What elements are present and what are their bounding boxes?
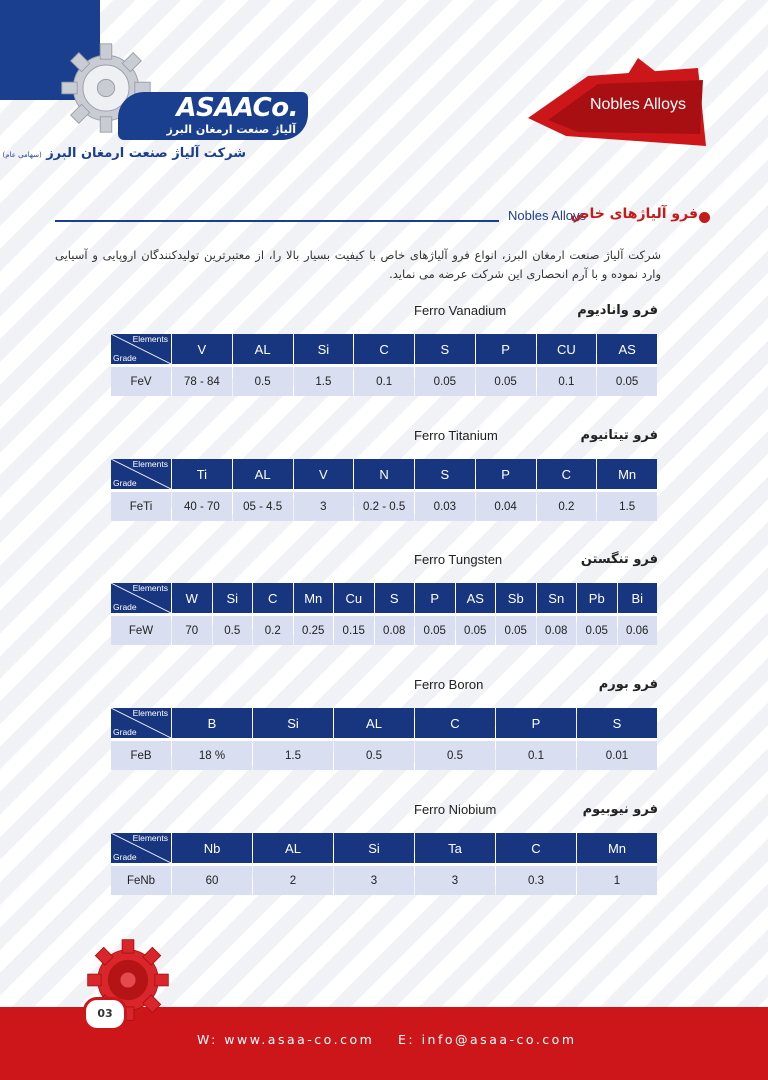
element-header: Si [213, 583, 253, 613]
footer-email[interactable]: E: info@asaa-co.com [398, 1032, 577, 1047]
value-cell: 0.05 [577, 613, 617, 645]
element-header: Si [253, 708, 333, 738]
elements-grade-header [111, 833, 171, 863]
element-header: W [172, 583, 212, 613]
value-cell: 0.05 [415, 613, 455, 645]
value-cell: 0.05 [476, 364, 536, 396]
grade-cell: FeTi [111, 489, 171, 521]
value-cell: 0.1 [496, 738, 576, 770]
alloy-spec-table [110, 708, 658, 770]
section-title-en: Nobles Alloys [508, 208, 587, 223]
alloy-name-en: Ferro Boron [414, 677, 484, 692]
element-header: V [294, 459, 354, 489]
value-cell: 3 [334, 863, 414, 895]
element-header: Sb [496, 583, 536, 613]
value-cell: 3 [415, 863, 495, 895]
element-header: Ti [172, 459, 232, 489]
page-number: 03 [83, 997, 127, 1031]
company-type: (سهامی عام) [2, 151, 42, 159]
company-name [3, 146, 246, 161]
element-header: CU [537, 334, 597, 364]
elements-label: Elements [132, 334, 168, 344]
alloy-heading [110, 549, 658, 575]
alloy-spec-table [110, 459, 658, 521]
value-cell: 0.5 [233, 364, 293, 396]
element-header: C [253, 583, 293, 613]
value-cell: 1.5 [253, 738, 333, 770]
alloy-block [110, 425, 658, 521]
element-header: B [172, 708, 252, 738]
value-cell: 60 [172, 863, 252, 895]
element-header: P [496, 708, 576, 738]
value-cell: 0.1 [354, 364, 414, 396]
value-cell: 78 - 84 [172, 364, 232, 396]
alloy-name-fa: فرو نیوبیوم [582, 802, 658, 817]
value-cell: 0.5 [213, 613, 253, 645]
grade-label: Grade [113, 852, 137, 862]
value-cell: 1.5 [294, 364, 354, 396]
elements-label: Elements [132, 459, 168, 469]
value-cell: 0.25 [294, 613, 334, 645]
element-header: S [415, 459, 475, 489]
alloy-name-en: Ferro Niobium [414, 802, 497, 817]
table-header-row [111, 833, 657, 863]
value-cell: 0.04 [476, 489, 536, 521]
alloy-spec-table [110, 583, 658, 645]
element-header: AL [233, 334, 293, 364]
elements-label: Elements [132, 583, 168, 593]
value-cell: 0.06 [618, 613, 658, 645]
value-cell: 0.2 [537, 489, 597, 521]
value-cell: 0.2 [253, 613, 293, 645]
element-header: Bi [618, 583, 658, 613]
grade-cell: FeV [111, 364, 171, 396]
grade-label: Grade [113, 478, 137, 488]
element-header: Cu [334, 583, 374, 613]
grade-cell: FeNb [111, 863, 171, 895]
elements-grade-header [111, 459, 171, 489]
alloy-heading [110, 674, 658, 700]
element-header: Ta [415, 833, 495, 863]
element-header: Mn [294, 583, 334, 613]
elements-grade-header [111, 583, 171, 613]
alloy-name-fa: فرو وانادیوم [577, 303, 658, 318]
alloy-name-en: Ferro Vanadium [414, 303, 507, 318]
value-cell: 0.5 [415, 738, 495, 770]
element-header: AS [456, 583, 496, 613]
element-header: S [375, 583, 415, 613]
value-cell: 0.05 [415, 364, 475, 396]
element-header: AL [253, 833, 333, 863]
grade-label: Grade [113, 602, 137, 612]
alloy-name-fa: فرو بورم [598, 677, 658, 692]
element-header: Si [334, 833, 414, 863]
alloy-name-en: Ferro Tungsten [414, 552, 503, 567]
alloy-block [110, 549, 658, 645]
element-header: P [476, 459, 536, 489]
element-header: Mn [597, 459, 657, 489]
value-cell: 0.05 [496, 613, 536, 645]
elements-grade-header [111, 708, 171, 738]
element-header: S [415, 334, 475, 364]
alloy-name-fa: فرو تنگستن [580, 552, 658, 567]
section-title-fa: فرو آلیاژهای خاص [570, 206, 698, 222]
value-cell: 0.08 [537, 613, 577, 645]
value-cell: 05 - 4.5 [233, 489, 293, 521]
element-header: AS [597, 334, 657, 364]
table-row [111, 738, 657, 770]
elements-grade-header [111, 334, 171, 364]
value-cell: 70 [172, 613, 212, 645]
table-header-row [111, 583, 657, 613]
table-header-row [111, 708, 657, 738]
alloy-block [110, 799, 658, 895]
alloy-spec-table [110, 833, 658, 895]
footer-website[interactable]: W: www.asaa-co.com [197, 1032, 375, 1047]
grade-label: Grade [113, 727, 137, 737]
value-cell: 0.05 [456, 613, 496, 645]
section-bullet-icon [699, 212, 710, 223]
value-cell: 1.5 [597, 489, 657, 521]
alloy-block [110, 674, 658, 770]
element-header: N [354, 459, 414, 489]
value-cell: 0.01 [577, 738, 657, 770]
value-cell: 2 [253, 863, 333, 895]
value-cell: 0.03 [415, 489, 475, 521]
element-header: V [172, 334, 232, 364]
alloy-block [110, 300, 658, 396]
logo-subtitle: آلیاژ صنعت ارمغان البرز [166, 123, 296, 136]
element-header: P [476, 334, 536, 364]
value-cell: 0.2 - 0.5 [354, 489, 414, 521]
grade-cell: FeB [111, 738, 171, 770]
table-row [111, 364, 657, 396]
logo-badge [118, 92, 308, 140]
table-header-row [111, 334, 657, 364]
element-header: C [496, 833, 576, 863]
grade-cell: FeW [111, 613, 171, 645]
value-cell: 0.08 [375, 613, 415, 645]
grade-label: Grade [113, 353, 137, 363]
element-header: Mn [577, 833, 657, 863]
value-cell: 0.1 [537, 364, 597, 396]
element-header: AL [233, 459, 293, 489]
value-cell: 0.15 [334, 613, 374, 645]
alloy-name-fa: فرو تیتانیوم [580, 428, 658, 443]
alloy-heading [110, 799, 658, 825]
table-header-row [111, 459, 657, 489]
value-cell: 0.3 [496, 863, 576, 895]
elements-label: Elements [132, 833, 168, 843]
value-cell: 0.5 [334, 738, 414, 770]
table-row [111, 863, 657, 895]
table-row [111, 613, 657, 645]
element-header: C [354, 334, 414, 364]
alloy-heading [110, 425, 658, 451]
value-cell: 3 [294, 489, 354, 521]
logo-text: ASAACo. [176, 93, 298, 123]
value-cell: 18 % [172, 738, 252, 770]
element-header: P [415, 583, 455, 613]
element-header: Nb [172, 833, 252, 863]
element-header: C [415, 708, 495, 738]
elements-label: Elements [132, 708, 168, 718]
ribbon-label: Nobles Alloys [589, 96, 686, 113]
element-header: Sn [537, 583, 577, 613]
value-cell: 40 - 70 [172, 489, 232, 521]
table-row [111, 489, 657, 521]
alloy-heading [110, 300, 658, 326]
value-cell: 1 [577, 863, 657, 895]
element-header: S [577, 708, 657, 738]
section-divider [55, 220, 499, 222]
value-cell: 0.05 [597, 364, 657, 396]
element-header: Si [294, 334, 354, 364]
alloy-spec-table [110, 334, 658, 396]
alloy-name-en: Ferro Titanium [414, 428, 498, 443]
element-header: Pb [577, 583, 617, 613]
element-header: AL [334, 708, 414, 738]
element-header: C [537, 459, 597, 489]
intro-paragraph: شرکت آلیاژ صنعت ارمغان البرز، انواع فرو آلیاژهای خاص با کیفیت بسیار بالا را، از معتبرترین تولیدکنندگان اروپایی و آسیایی وارد نموده و با آرم انحصاری این شرکت عرضه می نماید. [55, 248, 661, 281]
company-name-text: شرکت آلیاژ صنعت ارمغان البرز [46, 146, 246, 161]
